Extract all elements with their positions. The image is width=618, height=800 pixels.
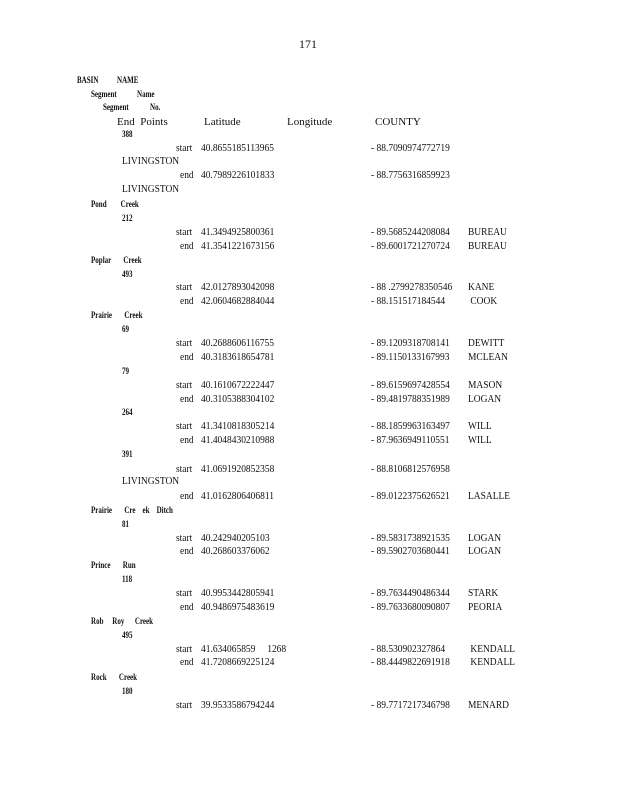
header-longitude: Longitude	[287, 116, 333, 128]
end-point-label: start	[176, 226, 193, 238]
latitude-value: 42.0127893042098	[201, 281, 275, 293]
longitude-value: - 88.530902327864	[371, 643, 446, 655]
end-point-label: start	[176, 281, 193, 293]
county-value: LASALLE	[468, 490, 511, 502]
segment-number: 212	[122, 213, 133, 223]
county-wrapped: LIVINGSTON	[122, 475, 180, 487]
county-wrapped: LIVINGSTON	[122, 155, 180, 167]
county-value: PEORIA	[468, 601, 503, 613]
longitude-value: - 88.151517184544	[371, 295, 446, 307]
longitude-value: - 88.4449822691918	[371, 656, 450, 668]
county-value: COOK	[468, 295, 498, 307]
segment-number: 493	[122, 269, 133, 279]
latitude-value: 40.9486975483619	[201, 601, 275, 613]
end-point-label: end	[180, 656, 194, 668]
end-point-label: start	[176, 463, 193, 475]
basin-name: Prairie Cre ek Ditch	[91, 505, 173, 515]
longitude-value: - 89.4819788351989	[371, 393, 450, 405]
county-value: KENDALL	[468, 643, 516, 655]
latitude-value: 41.0162806406811	[201, 490, 274, 502]
basin-name: Rock Creek	[91, 672, 138, 682]
longitude-value: - 89.7633680090807	[371, 601, 450, 613]
segment-number: 391	[122, 449, 133, 459]
header-end-points: End Points	[117, 116, 168, 128]
longitude-value: - 88.7090974772719	[371, 142, 450, 154]
end-point-label: start	[176, 337, 193, 349]
county-value: WILL	[468, 434, 492, 446]
latitude-value: 40.9953442805941	[201, 587, 275, 599]
basin-name: Prairie Creek	[91, 310, 143, 320]
county-value: DEWITT	[468, 337, 505, 349]
end-point-label: start	[176, 699, 193, 711]
header-segment: Segment	[91, 89, 117, 99]
end-point-label: end	[180, 490, 194, 502]
segment-number: 495	[122, 630, 133, 640]
longitude-value: - 89.7634490486344	[371, 587, 450, 599]
basin-name: Rob Roy Creek	[91, 616, 154, 626]
header-county: COUNTY	[375, 116, 421, 128]
longitude-value: - 89.5685244208084	[371, 226, 450, 238]
latitude-value: 40.8655185113965	[201, 142, 274, 154]
longitude-value: - 88 .2799278350546	[371, 281, 453, 293]
longitude-value: - 89.6159697428554	[371, 379, 450, 391]
longitude-value: - 89.1209318708141	[371, 337, 450, 349]
end-point-label: end	[180, 393, 194, 405]
latitude-value: 41.3541221673156	[201, 240, 275, 252]
longitude-value: - 89.0122375626521	[371, 490, 450, 502]
longitude-value: - 89.5831738921535	[371, 532, 450, 544]
header-name: NAME	[117, 75, 139, 85]
end-point-label: start	[176, 379, 193, 391]
latitude-value: 41.4048430210988	[201, 434, 275, 446]
county-value: MASON	[468, 379, 503, 391]
latitude-value: 40.1610672222447	[201, 379, 275, 391]
county-value: KENDALL	[468, 656, 516, 668]
segment-number: 118	[122, 574, 133, 584]
header-latitude: Latitude	[204, 116, 241, 128]
latitude-value: 40.242940205103	[201, 532, 270, 544]
header-basin: BASIN	[77, 75, 99, 85]
latitude-value: 39.9533586794244	[201, 699, 275, 711]
county-value: LOGAN	[468, 545, 502, 557]
latitude-value: 41.3410818305214	[201, 420, 275, 432]
longitude-value: - 88.1859963163497	[371, 420, 450, 432]
county-value: MENARD	[468, 699, 509, 711]
latitude-value: 40.7989226101833	[201, 169, 275, 181]
header-number: No.	[150, 102, 161, 112]
latitude-value: 40.2688606116755	[201, 337, 274, 349]
end-point-label: start	[176, 587, 193, 599]
header-segment-2: Segment	[103, 102, 129, 112]
longitude-value: - 89.1150133167993	[371, 351, 450, 363]
latitude-value: 41.0691920852358	[201, 463, 275, 475]
end-point-label: end	[180, 169, 194, 181]
end-point-label: end	[180, 295, 194, 307]
longitude-value: - 89.6001721270724	[371, 240, 450, 252]
longitude-value: - 88.7756316859923	[371, 169, 450, 181]
end-point-label: end	[180, 601, 194, 613]
end-point-label: start	[176, 142, 193, 154]
longitude-value: - 89.5902703680441	[371, 545, 450, 557]
end-point-label: end	[180, 434, 194, 446]
segment-number: 180	[122, 686, 133, 696]
latitude-value: 41.634065859 1268	[201, 643, 287, 655]
end-point-label: end	[180, 545, 194, 557]
county-wrapped: LIVINGSTON	[122, 183, 180, 195]
end-point-label: end	[180, 351, 194, 363]
end-point-label: start	[176, 420, 193, 432]
end-point-label: start	[176, 532, 193, 544]
latitude-value: 40.268603376062	[201, 545, 270, 557]
county-value: BUREAU	[468, 240, 507, 252]
segment-number: 264	[122, 407, 133, 417]
county-value: KANE	[468, 281, 495, 293]
page-number: 171	[299, 37, 317, 51]
county-value: LOGAN	[468, 532, 502, 544]
latitude-value: 41.3494925800361	[201, 226, 275, 238]
basin-name: Pond Creek	[91, 199, 139, 209]
longitude-value: - 88.8106812576958	[371, 463, 450, 475]
longitude-value: - 89.7717217346798	[371, 699, 450, 711]
header-segment-name: Name	[137, 89, 155, 99]
latitude-value: 42.0604682884044	[201, 295, 275, 307]
segment-number: 81	[122, 519, 130, 529]
county-value: BUREAU	[468, 226, 507, 238]
end-point-label: end	[180, 240, 194, 252]
longitude-value: - 87.9636949110551	[371, 434, 450, 446]
latitude-value: 40.3105388304102	[201, 393, 275, 405]
latitude-value: 40.3183618654781	[201, 351, 275, 363]
segment-number: 388	[122, 129, 133, 139]
latitude-value: 41.7208669225124	[201, 656, 275, 668]
basin-name: Prince Run	[91, 560, 136, 570]
county-value: MCLEAN	[468, 351, 508, 363]
segment-number: 69	[122, 324, 130, 334]
county-value: STARK	[468, 587, 499, 599]
basin-name: Poplar Creek	[91, 255, 142, 265]
county-value: LOGAN	[468, 393, 502, 405]
end-point-label: start	[176, 643, 193, 655]
segment-number: 79	[122, 366, 130, 376]
county-value: WILL	[468, 420, 492, 432]
